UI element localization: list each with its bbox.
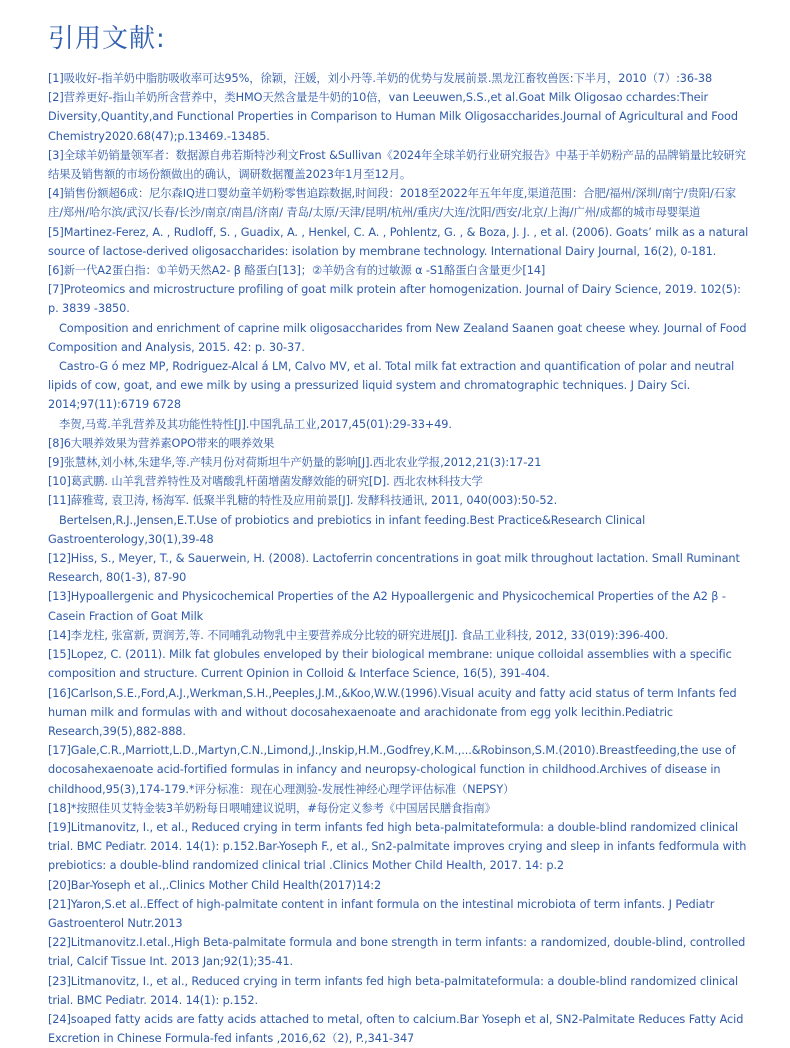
reference-subitem: 李贺,马莺.羊乳营养及其功能性特性[J].中国乳品工业,2017,45(01):29-33+49. [59, 417, 452, 431]
reference-item: [14]李龙柱, 张富新, 贾润芳,等. 不同哺乳动物乳中主要营养成分比较的研究进展[J]. 食品工业科技, 2012, 33(019):396-400. [48, 628, 669, 642]
reference-item: [24]soaped fatty acids are fatty acids attached to metal, often to calcium.Bar Yoseph et al, SN2-Palmitate Reduces Fatty Acid Excretion in Chinese Formula-fed infants ,2016,62（2), P.,341-347 [48, 1012, 744, 1046]
reference-item: [17]Gale,C.R.,Marriott,L.D.,Martyn,C.N.,Limond,J.,Inskip,H.M.,Godfrey,K.M.,...&Robinson,S.M.(2010).Breastfeeding,the use of docosahexaenoate acid-fortified formulas in infancy and neuropsy-chological function in childhood.Archives of disease in childhood,95(3),174-179.*评分标准：现在心理测验-发展性神经心理学评估标准（NEPSY） [48, 744, 736, 796]
reference-list [48, 69, 750, 1048]
reference-item: [12]Hiss, S., Meyer, T., & Sauerwein, H. (2008). Lactoferrin concentrations in goat milk throughout lactation. Small Ruminant Research, 80(1-3), 87-90 [48, 552, 740, 585]
reference-item: [22]Litmanovitz.I.etal.,High Beta-palmitate formula and bone strength in term infants: a randomized, double-blind, controlled trial, Calcif Tissue Int. 2013 Jan;92(1);35-41. [48, 936, 746, 969]
reference-subitem: Bertelsen,R.J.,Jensen,E.T.Use of probiotics and prebiotics in infant feeding.Best Practice&Research Clinical Gastroenterology,30(1),39-48 [48, 513, 646, 546]
reference-item: [7]Proteomics and microstructure profiling of goat milk protein after homogenization. Journal of Dairy Science, 2019. 102(5): p. 3839 -3850. [48, 283, 741, 316]
reference-item: [2]营养更好-指山羊奶所含营养中，类HMO天然含量是牛奶的10倍，van Leeuwen,S.S.,et al.Goat Milk Oligosao cchardes:Their Diversity,Quantity,and Functional Properties in Comparison to Human Milk Oligosaccharides.Journal of Agricultural and Food Chemistry2020.68(47);p.13469.-13485. [48, 91, 738, 143]
reference-item: [11]薛雅莺, 袁卫涛, 杨海军. 低聚半乳糖的特性及应用前景[J]. 发酵科技通讯, 2011, 040(003):50-52. [48, 494, 558, 508]
reference-item: [6]新一代A2蛋白指：①羊奶天然A2- β 酪蛋白[13]；②羊奶含有的过敏源 α -S1酪蛋白含量更少[14] [48, 264, 546, 278]
reference-subitem: Castro-G ó mez MP, Rodriguez-Alcal á LM, Calvo MV, et al. Total milk fat extraction and quantification of polar and neutral lipids of cow, goat, and ewe milk by using a pressurized liquid system and chromatographic techniques. J Dairy Sci. 2014;97(11):6719 6728 [48, 360, 735, 412]
reference-item: [19]Litmanovitz, I., et al., Reduced crying in term infants fed high beta-palmitateformula: a double-blind randomized clinical trial. BMC Pediatr. 2014. 14(1): p.152.Bar-Yoseph F., et al., Sn2-palmitate improves crying and sleep in infants fedformula with prebiotics: a double-blind randomized clinical trial .Clinics Mother Child Health, 2017. 14: p.2 [48, 820, 747, 873]
reference-item: [15]Lopez, C. (2011). Milk fat globules enveloped by their biological membrane: unique colloidal assemblies with a specific composition and structure. Current Opinion in Colloid & Interface Science, 16(5), 391-404. [48, 648, 732, 681]
reference-item: [23]Litmanovitz, I., et al., Reduced crying in term infants fed high beta-palmitateformula: a double-blind randomized clinical trial. BMC Pediatr. 2014. 14(1): p.152. [48, 974, 739, 1007]
reference-subitem: Composition and enrichment of caprine milk oligosaccharides from New Zealand Saanen goat cheese whey. Journal of Food Composition and Analysis, 2015. 42: p. 30-37. [48, 321, 747, 354]
reference-item: [3]全球羊奶销量领军者：数据源自弗若斯特沙利文Frost &Sullivan《2024年全球羊奶行业研究报告》中基于羊奶粉产品的品牌销量比较研究结果及销售额的市场份额做出的确认，调研数据覆盖2023年1月至12月。 [48, 148, 746, 182]
reference-item: [8]6大喂养效果为营养素OPO带来的喂养效果 [48, 436, 275, 450]
page-title: 引用文献: [48, 24, 166, 54]
reference-item: [21]Yaron,S.et al..Effect of high-palmitate content in infant formula on the intestinal microbiota of term infants. J Pediatr Gastroenterol Nutr.2013 [48, 897, 715, 930]
reference-item: [9]张慧林,刘小林,朱建华,等.产犊月份对荷斯坦牛产奶量的影响[J].西北农业学报,2012,21(3):17-21 [48, 456, 542, 470]
reference-item: [4]销售份额超6成：尼尔森IQ进口婴幼童羊奶粉零售追踪数据,时间段：2018至2022年五年年度,渠道范围：合肥/福州/深圳/南宁/贵阳/石家庄/郑州/哈尔滨/武汉/长春/长沙/南京/南昌/济南/ 青岛/太原/天津/昆明/杭州/重庆/大连/沈阳/西安/北京/上海/广州/成都的城市母婴渠道 [48, 187, 737, 220]
reference-item: [13]Hypoallergenic and Physicochemical Properties of the A2 Hypoallergenic and Physicochemical Properties of the A2 β -Casein Fraction of Goat Milk [48, 590, 726, 623]
reference-item: [5]Martinez-Ferez, A. , Rudloff, S. , Guadix, A. , Henkel, C. A. , Pohlentz, G. , & Boza, J. J. , et al. (2006). Goats’ milk as a natural source of lactose-derived oligosaccharides: isolation by membrane technology. International Dairy Journal, 16(2), 0-181. [48, 225, 749, 258]
reference-item: [18]*按照佳贝艾特金装3羊奶粉每日喂哺建议说明，#每份定义参考《中国居民膳食指南》 [48, 801, 496, 815]
reference-item: [20]Bar-Yoseph et al.,.Clinics Mother Child Health(2017)14:2 [48, 878, 382, 892]
reference-item: [16]Carlson,S.E.,Ford,A.J.,Werkman,S.H.,Peeples,J.M.,&Koo,W.W.(1996).Visual acuity and fatty acid status of term Infants fed human milk and formulas with and without docosahexaenoate and arachidonate from egg yolk lecithin.Pediatric Research,39(5),882-888. [48, 686, 737, 738]
reference-item: [10]葛武鹏. 山羊乳营养特性及对嗜酸乳杆菌增菌发酵效能的研究[D]. 西北农林科技大学 [48, 475, 483, 489]
reference-item: [1]吸收好-指羊奶中脂肪吸收率可达95%，徐颖，汪媛，刘小丹等.羊奶的优势与发展前景.黑龙江畜牧兽医:下半月，2010（7）:36-38 [48, 72, 713, 85]
